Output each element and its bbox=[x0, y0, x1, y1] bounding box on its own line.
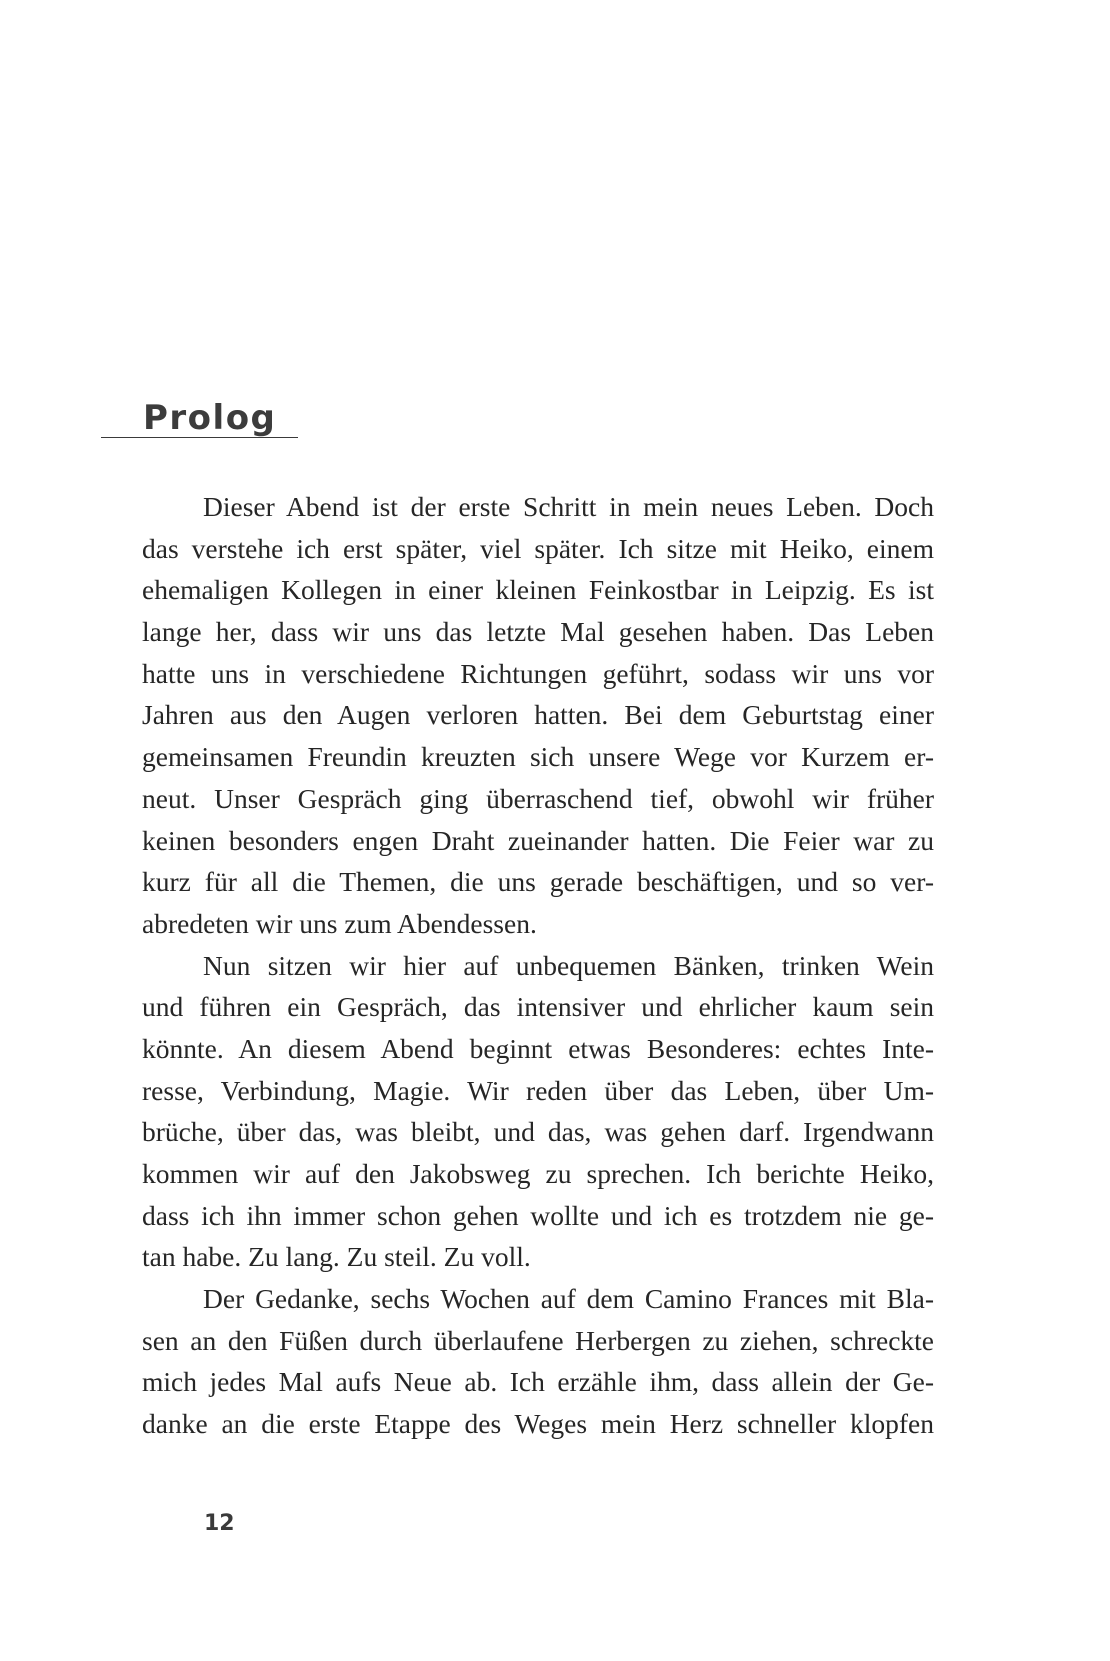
paragraph-1 bbox=[142, 486, 934, 945]
text-line: resse, Verbindung, Magie. Wir reden über das Leben, über Um- bbox=[142, 1074, 934, 1106]
text-line: neut. Unser Gespräch ging überraschend tief, obwohl wir früher bbox=[142, 782, 934, 814]
text-line: abredeten wir uns zum Abendessen. bbox=[142, 907, 537, 939]
text-line: Jahren aus den Augen verloren hatten. Bei dem Geburtstag einer bbox=[142, 699, 934, 731]
text-line: gemeinsamen Freundin kreuzten sich unsere Wege vor Kurzem er- bbox=[142, 741, 934, 773]
chapter-title: Prolog bbox=[143, 398, 277, 438]
paragraph-3 bbox=[142, 1278, 934, 1445]
title-underline-rule bbox=[101, 437, 298, 438]
text-line: ehemaligen Kollegen in einer kleinen Feinkostbar in Leipzig. Es ist bbox=[142, 574, 934, 606]
text-line: brüche, über das, was bleibt, und das, was gehen darf. Irgendwann bbox=[142, 1116, 934, 1148]
text-line: keinen besonders engen Draht zueinander hatten. Die Feier war zu bbox=[142, 824, 934, 856]
text-line: und führen ein Gespräch, das intensiver und ehrlicher kaum sein bbox=[142, 991, 934, 1023]
text-line: danke an die erste Etappe des Weges mein Herz schneller klopfen bbox=[142, 1408, 934, 1440]
text-line: mich jedes Mal aufs Neue ab. Ich erzähle ihm, dass allein der Ge- bbox=[142, 1366, 934, 1398]
text-line: kurz für all die Themen, die uns gerade beschäftigen, und so ver- bbox=[142, 866, 934, 898]
text-line: hatte uns in verschiedene Richtungen geführt, sodass wir uns vor bbox=[142, 657, 934, 689]
text-line: kommen wir auf den Jakobsweg zu sprechen. Ich berichte Heiko, bbox=[142, 1158, 934, 1189]
text-line: tan habe. Zu lang. Zu steil. Zu voll. bbox=[142, 1241, 531, 1273]
text-line: Dieser Abend ist der erste Schritt in mein neues Leben. Doch bbox=[203, 491, 934, 522]
text-line: Nun sitzen wir hier auf unbequemen Bänken, trinken Wein bbox=[203, 949, 934, 981]
page-number: 12 bbox=[204, 1511, 235, 1536]
text-line: lange her, dass wir uns das letzte Mal gesehen haben. Das Leben bbox=[142, 616, 934, 648]
text-line: das verstehe ich erst später, viel später. Ich sitze mit Heiko, einem bbox=[142, 532, 934, 564]
paragraph-2 bbox=[142, 945, 934, 1279]
body-text bbox=[142, 486, 934, 1445]
text-line: dass ich ihn immer schon gehen wollte und ich es trotzdem nie ge- bbox=[142, 1199, 934, 1231]
text-line: sen an den Füßen durch überlaufene Herbergen zu ziehen, schreckte bbox=[142, 1324, 934, 1356]
text-line: Der Gedanke, sechs Wochen auf dem Camino Frances mit Bla- bbox=[203, 1283, 934, 1315]
text-line: könnte. An diesem Abend beginnt etwas Besonderes: echtes Inte- bbox=[142, 1032, 934, 1064]
